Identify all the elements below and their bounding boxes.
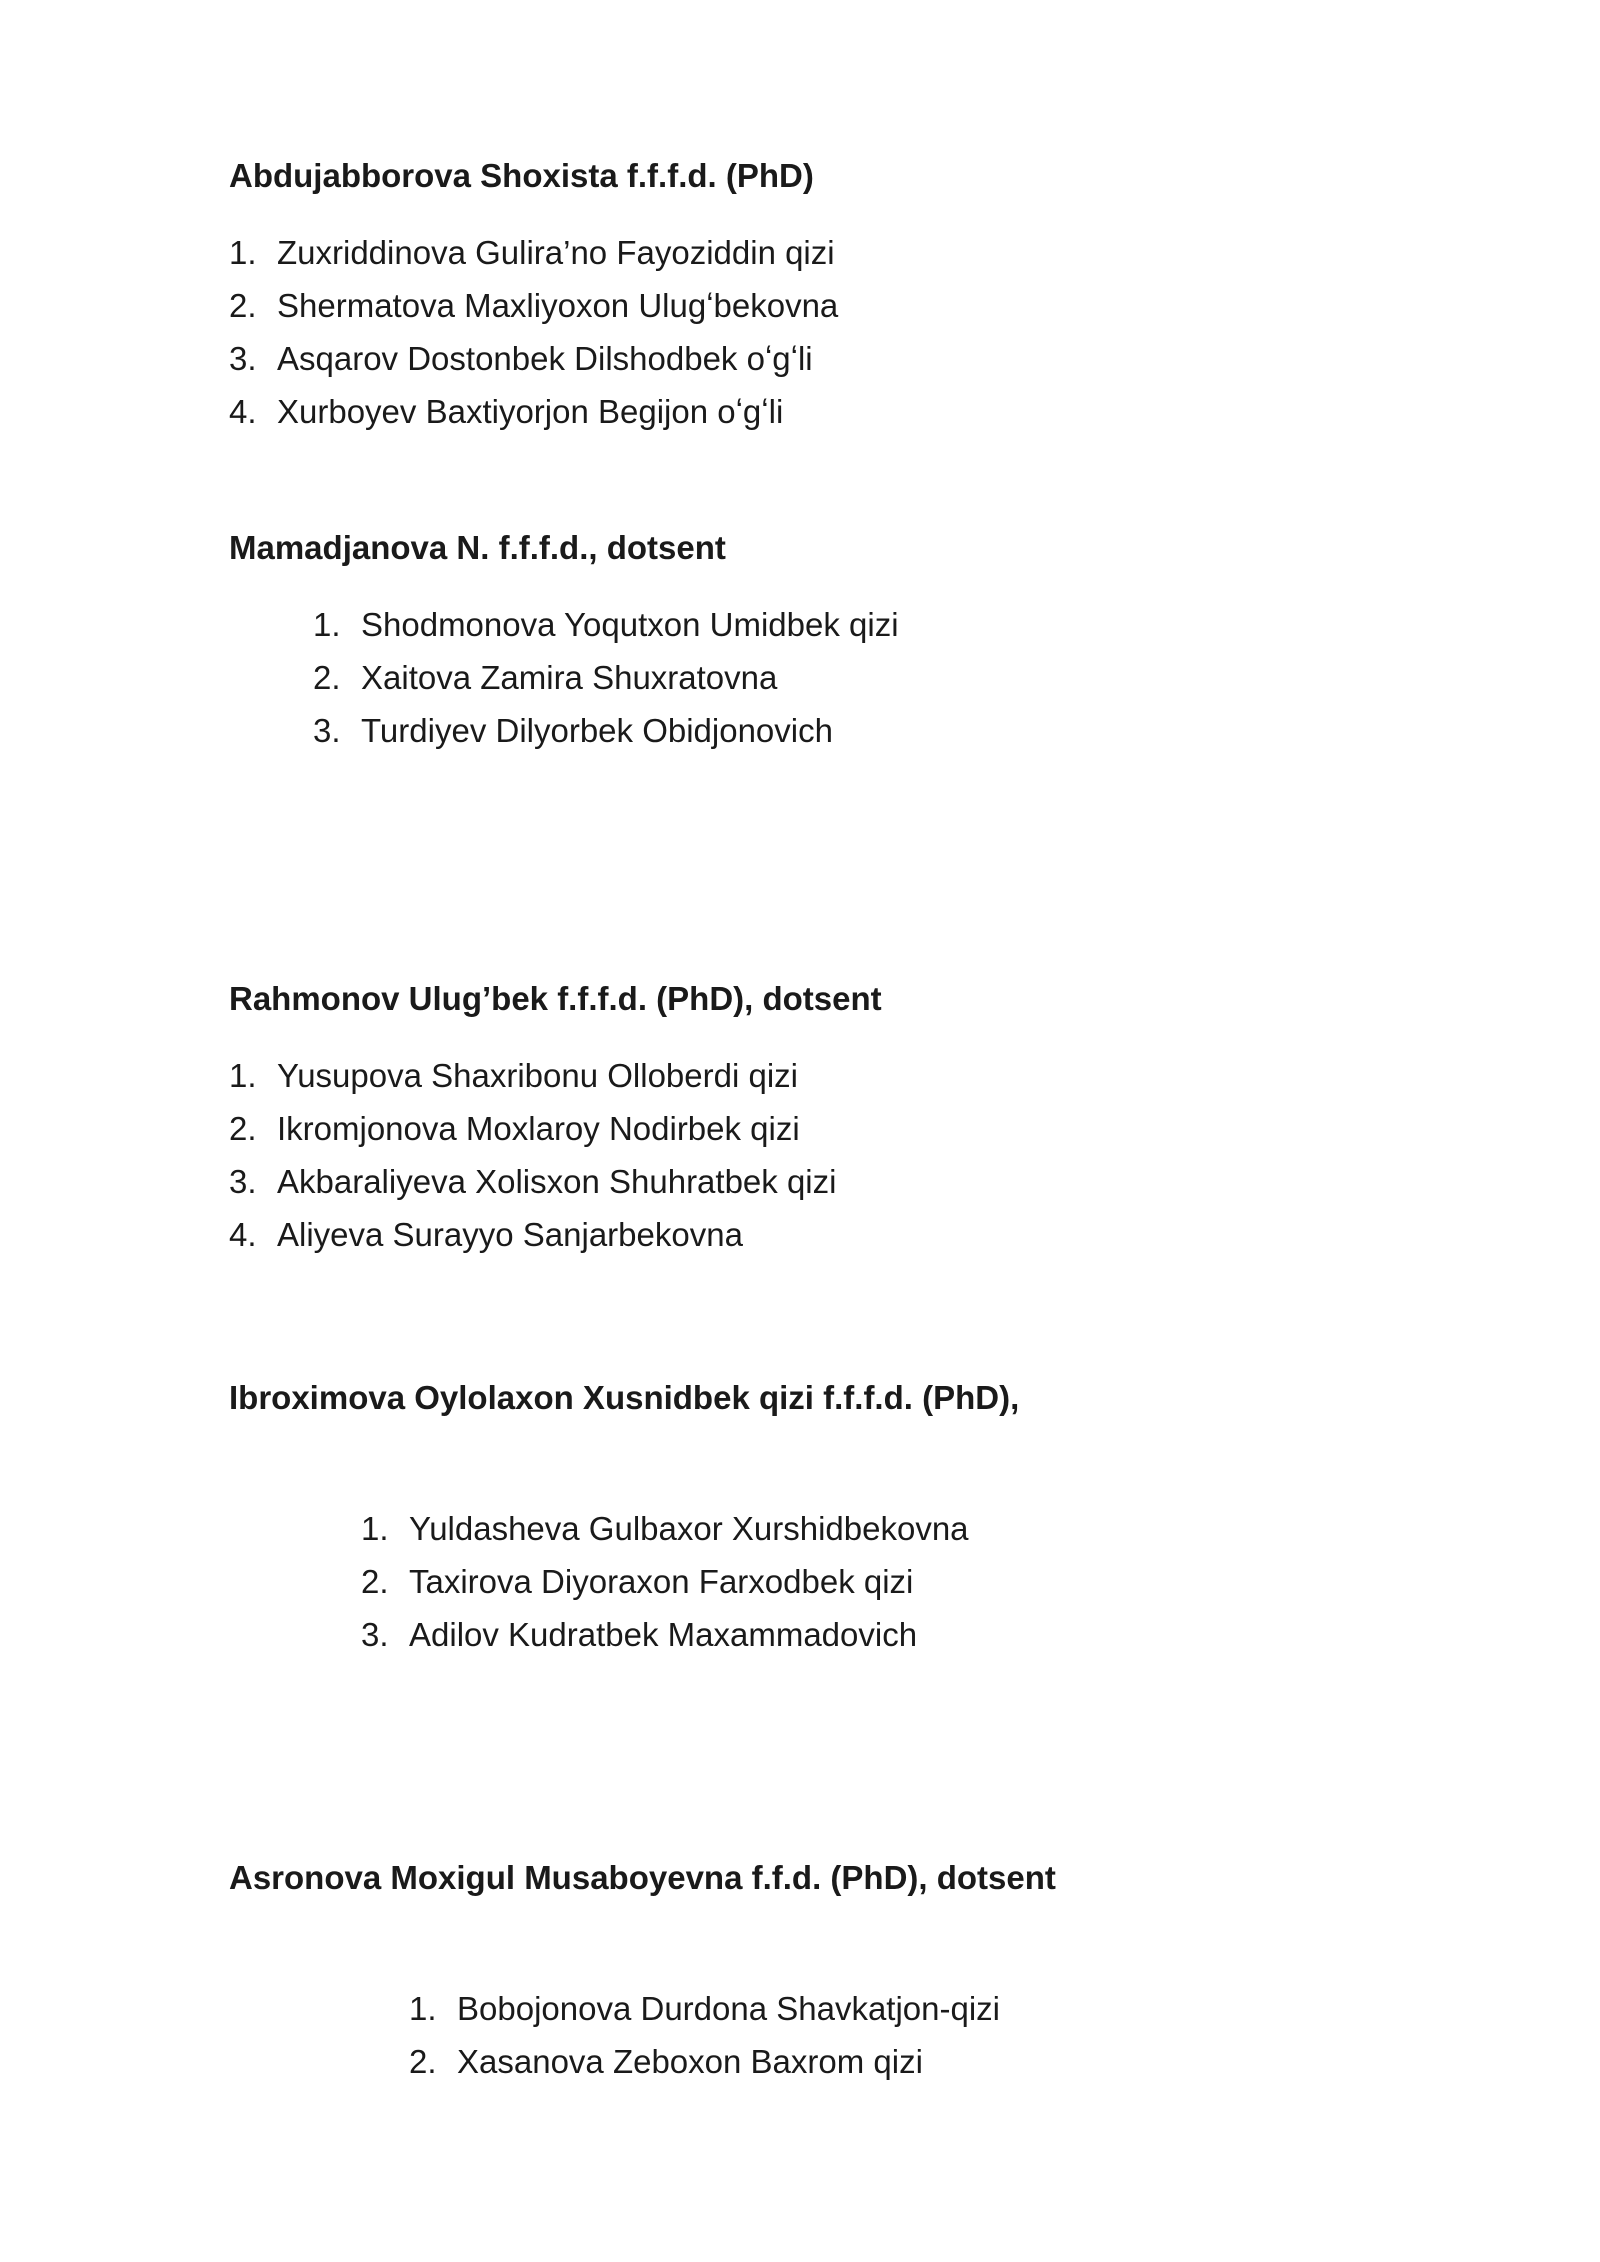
list-item: [229, 1155, 836, 1208]
item-text: Akbaraliyeva Xolisxon Shuhratbek qizi: [277, 1163, 837, 1200]
item-number: 1.: [229, 234, 257, 271]
group-asronova: [229, 1858, 1429, 2080]
item-number: 3.: [313, 712, 341, 749]
student-list: [361, 1502, 969, 1661]
item-number: 3.: [229, 340, 257, 377]
item-text: Xurboyev Baxtiyorjon Begijon oʻgʻli: [277, 393, 784, 430]
item-number: 3.: [229, 1163, 257, 1200]
item-number: 1.: [229, 1057, 257, 1094]
item-text: Xaitova Zamira Shuxratovna: [361, 659, 778, 696]
list-item: [229, 279, 838, 332]
group-rahmonov: [229, 979, 1429, 1253]
group-heading: Mamadjanova N. f.f.f.d., dotsent: [229, 529, 726, 566]
item-number: 1.: [409, 1990, 437, 2027]
list-item: [229, 332, 838, 385]
group-abdujabborova: [229, 156, 1429, 430]
list-item: [409, 1982, 1000, 2035]
list-item: [361, 1502, 969, 1555]
student-list: [229, 226, 838, 438]
group-heading: Rahmonov Ulug’bek f.f.f.d. (PhD), dotsent: [229, 980, 882, 1017]
item-number: 2.: [313, 659, 341, 696]
list-item: [229, 226, 838, 279]
list-item: [229, 385, 838, 438]
list-item: [229, 1049, 836, 1102]
list-item: [313, 704, 899, 757]
group-heading: Abdujabborova Shoxista f.f.f.d. (PhD): [229, 157, 814, 194]
item-text: Adilov Kudratbek Maxammadovich: [409, 1616, 918, 1653]
item-text: Turdiyev Dilyorbek Obidjonovich: [361, 712, 833, 749]
group-ibroximova: [229, 1378, 1429, 1653]
list-item: [409, 2035, 1000, 2088]
item-text: Aliyeva Surayyo Sanjarbekovna: [277, 1216, 743, 1253]
item-number: 4.: [229, 393, 257, 430]
item-text: Shermatova Maxliyoxon Ulugʻbekovna: [277, 287, 839, 324]
list-item: [313, 651, 899, 704]
item-number: 2.: [229, 287, 257, 324]
student-list: [409, 1982, 1000, 2088]
item-text: Xasanova Zeboxon Baxrom qizi: [457, 2043, 923, 2080]
group-mamadjanova: [229, 528, 1429, 749]
student-list: [313, 598, 899, 757]
item-number: 3.: [361, 1616, 389, 1653]
item-number: 1.: [361, 1510, 389, 1547]
item-text: Shodmonova Yoqutxon Umidbek qizi: [361, 606, 899, 643]
item-number: 2.: [409, 2043, 437, 2080]
item-number: 1.: [313, 606, 341, 643]
item-text: Asqarov Dostonbek Dilshodbek oʻgʻli: [277, 340, 813, 377]
item-number: 2.: [229, 1110, 257, 1147]
student-list: [229, 1049, 836, 1261]
item-number: 2.: [361, 1563, 389, 1600]
list-item: [313, 598, 899, 651]
list-item: [229, 1102, 836, 1155]
item-text: Bobojonova Durdona Shavkatjon-qizi: [457, 1990, 1001, 2027]
item-text: Zuxriddinova Gulira’no Fayoziddin qizi: [277, 234, 835, 271]
item-text: Ikromjonova Moxlaroy Nodirbek qizi: [277, 1110, 800, 1147]
item-text: Taxirova Diyoraxon Farxodbek qizi: [409, 1563, 914, 1600]
list-item: [229, 1208, 836, 1261]
list-item: [361, 1608, 969, 1661]
item-text: Yusupova Shaxribonu Olloberdi qizi: [277, 1057, 798, 1094]
list-item: [361, 1555, 969, 1608]
item-text: Yuldasheva Gulbaxor Xurshidbekovna: [409, 1510, 969, 1547]
group-heading: Ibroximova Oylolaxon Xusnidbek qizi f.f.f.d. (PhD),: [229, 1379, 1020, 1416]
group-heading: Asronova Moxigul Musaboyevna f.f.d. (PhD), dotsent: [229, 1859, 1056, 1896]
item-number: 4.: [229, 1216, 257, 1253]
